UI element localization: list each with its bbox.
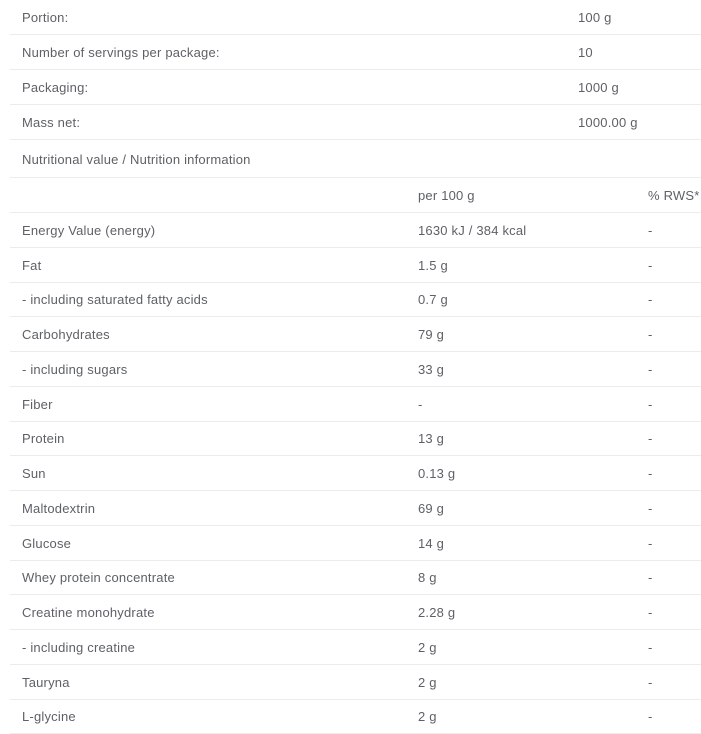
- row-value-rws: -: [648, 639, 653, 655]
- nutrition-section-heading: [0, 140, 701, 178]
- row-value-per-100g: -: [418, 396, 423, 412]
- row-label: - including sugars: [22, 361, 128, 377]
- row-value-rws: -: [648, 674, 653, 690]
- table-row: [0, 561, 701, 596]
- nutrition-rows: [0, 213, 701, 734]
- row-label: Tauryna: [22, 674, 70, 690]
- table-row: [0, 456, 701, 491]
- row-value-rws: -: [648, 605, 653, 621]
- column-header-rws: % RWS*: [648, 188, 700, 203]
- row-label: Portion:: [22, 10, 69, 25]
- row-label: Packaging:: [22, 80, 89, 95]
- row-value-rws: -: [648, 431, 653, 447]
- row-value-per-100g: 8 g: [418, 570, 437, 586]
- row-label: Number of servings per package:: [22, 45, 220, 60]
- nutrition-header-row: [0, 178, 701, 213]
- row-label: Sun: [22, 466, 46, 482]
- row-value-rws: -: [648, 222, 653, 238]
- row-value-rws: -: [648, 535, 653, 551]
- row-label: Creatine monohydrate: [22, 605, 155, 621]
- row-value-per-100g: 69 g: [418, 500, 445, 516]
- row-value-per-100g: 2 g: [418, 639, 437, 655]
- row-value-per-100g: 2.28 g: [418, 605, 456, 621]
- row-value-rws: -: [648, 327, 653, 343]
- row-label: Mass net:: [22, 115, 81, 130]
- row-value-per-100g: 14 g: [418, 535, 445, 551]
- row-value-rws: -: [648, 709, 653, 725]
- table-row: [0, 387, 701, 422]
- row-value-per-100g: 79 g: [418, 327, 445, 343]
- row-value-per-100g: 13 g: [418, 431, 445, 447]
- nutrition-table: [0, 140, 701, 734]
- table-row: [0, 70, 701, 105]
- row-label: - including saturated fatty acids: [22, 292, 208, 308]
- table-row: [0, 213, 701, 248]
- row-value-rws: -: [648, 570, 653, 586]
- row-value-rws: -: [648, 466, 653, 482]
- row-value-per-100g: 0.13 g: [418, 466, 456, 482]
- row-value-per-100g: 0.7 g: [418, 292, 448, 308]
- table-row: [0, 422, 701, 457]
- table-row: [0, 35, 701, 70]
- row-value-rws: -: [648, 292, 653, 308]
- row-label: Protein: [22, 431, 65, 447]
- row-label: Maltodextrin: [22, 500, 96, 516]
- row-value-per-100g: 1630 kJ / 384 kcal: [418, 222, 527, 238]
- row-label: - including creatine: [22, 639, 136, 655]
- table-row: [0, 491, 701, 526]
- row-value-per-100g: 2 g: [418, 674, 437, 690]
- row-value-rws: -: [648, 396, 653, 412]
- row-value-per-100g: 1.5 g: [418, 257, 448, 273]
- row-label: Carbohydrates: [22, 327, 110, 343]
- table-row: [0, 105, 701, 140]
- row-label: L-glycine: [22, 709, 76, 725]
- row-value: 10: [578, 45, 593, 60]
- table-row: [0, 595, 701, 630]
- row-value-rws: -: [648, 257, 653, 273]
- table-row: [0, 317, 701, 352]
- row-label: Energy Value (energy): [22, 222, 156, 238]
- table-row: [0, 526, 701, 561]
- row-label: Fiber: [22, 396, 53, 412]
- row-value-rws: -: [648, 500, 653, 516]
- table-row: [0, 248, 701, 283]
- row-label: Whey protein concentrate: [22, 570, 175, 586]
- row-value-per-100g: 2 g: [418, 709, 437, 725]
- table-row: [0, 700, 701, 734]
- row-label: Fat: [22, 257, 42, 273]
- table-row: [0, 630, 701, 665]
- column-header-per-100g: per 100 g: [418, 188, 475, 203]
- table-row: [0, 0, 701, 35]
- row-value: 100 g: [578, 10, 612, 25]
- row-label: Glucose: [22, 535, 72, 551]
- table-row: [0, 352, 701, 387]
- product-info-table: [0, 0, 701, 140]
- row-value-per-100g: 33 g: [418, 361, 445, 377]
- section-title: Nutritional value / Nutrition information: [22, 151, 251, 167]
- row-value: 1000.00 g: [578, 115, 638, 130]
- row-value: 1000 g: [578, 80, 619, 95]
- table-row: [0, 665, 701, 700]
- table-row: [0, 283, 701, 318]
- row-value-rws: -: [648, 361, 653, 377]
